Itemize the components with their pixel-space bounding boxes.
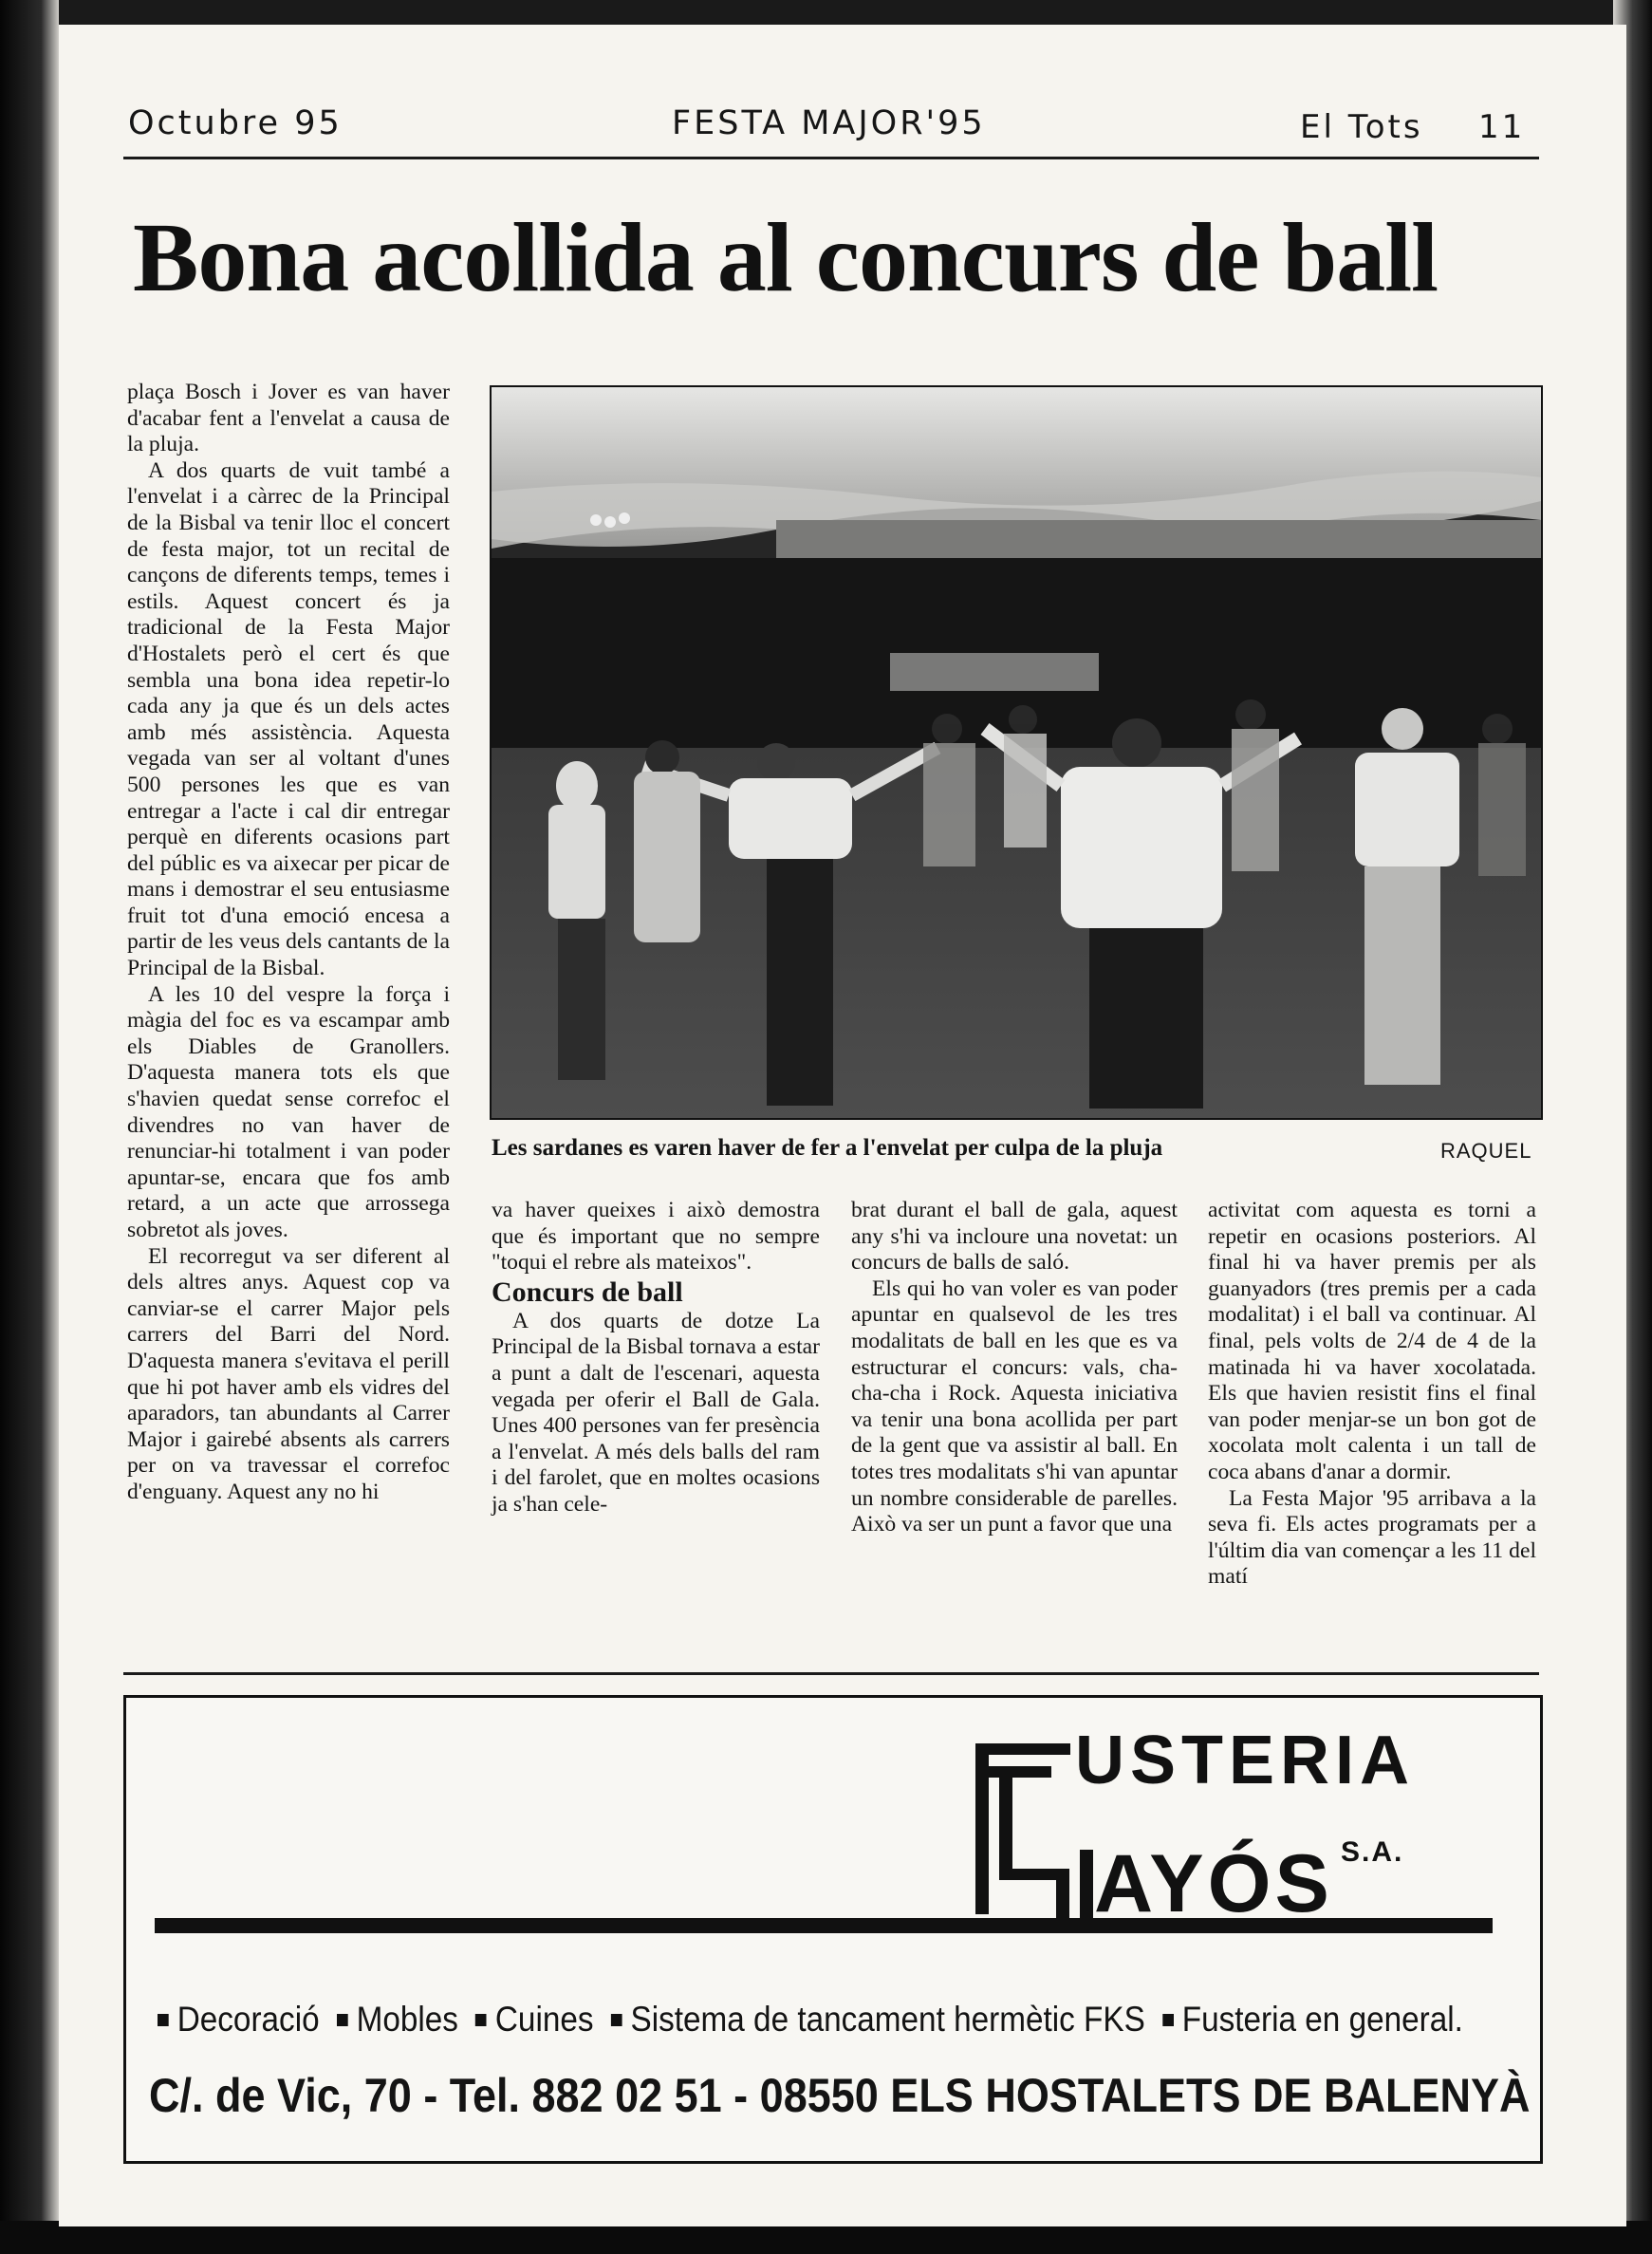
fusteria-sayos-logo — [126, 1698, 1540, 1983]
page-number: 11 — [1478, 108, 1526, 146]
logo-suffix: S.A. — [1341, 1836, 1404, 1868]
paragraph: El recorregut va ser diferent al dels altres anys. Aquest cop va canviar-se el carrer Major pels carrers del Barri del Nord. D'aquesta manera s'evitava el perill que hi pot haver amb els vidres del aparadors, tan abundants al Carrer Major i gairebé absents als carrers per on va travessar el correfoc d'enguany. Aquest any no hi — [127, 1243, 450, 1504]
photo-credit: RAQUEL — [1440, 1139, 1532, 1163]
bullet-icon — [1162, 2014, 1174, 2026]
bullet-icon — [158, 2014, 169, 2026]
article-column-1 — [127, 380, 450, 1506]
article-column-4 — [1208, 1198, 1536, 1591]
paragraph: A les 10 del vespre la força i màgia del foc es va escampar amb els Diables de Granollers. D'aquesta manera tots els que s'havien quedat sense correfoc el divendres no van haver de renunciar-hi totalment i van poder apuntar-se, encara que fos amb retard, a un acte que arrossega sobretot als joves. — [127, 981, 450, 1242]
paragraph: A dos quarts de vuit també a l'envelat i a càrrec de la Principal de la Bisbal va tenir lloc el concert de festa major, tot un recital de cançons de diferents temps, temes i estils. Aquest concert és ja tradicional de la Festa Major d'Hostalets però el cert és que sembla una bona idea repetir-lo cada any ja que és un dels actes amb més assistència. Aquesta vegada van ser al voltant d'unes 500 persones les que es van entregar a l'acte i cal dir entregar perquè en diferents ocasions part del públic es va aixecar per picar de mans i demostrar el seu entusiasme fruit tot d'una emoció encesa a partir de les veus dels cantants de la Principal de la Bisbal. — [127, 457, 450, 981]
paragraph: activitat com aquesta es torni a repetir en ocasions posteriors. Al final hi va haver premis per als guanyadors (tres premis per a cada modalitat) i el ball va continuar. Al final, pels volts de 2/4 de 4 de la matinada hi va haver xocolatada. Els que havien resistit fins el final van poder menjar-se un bon got de xocolata molt calenta i un tall de coca abans d'anar a dormir. — [1208, 1198, 1536, 1484]
paragraph: A dos quarts de dotze La Principal de la Bisbal tornava a estar a punt a dalt de l'escenari, aquesta vegada per oferir el Ball de Gala. Unes 400 persones van fer presència a l'envelat. A més dels balls del ram i del farolet, que en moltes ocasions ja s'han cele- — [492, 1308, 820, 1517]
paragraph: va haver queixes i això demostra que és important que no sempre "toqui el rebre als mateixos". — [492, 1198, 820, 1276]
service-item: Mobles — [356, 2000, 458, 2039]
paragraph: La Festa Major '95 arribava a la seva fi. Els actes programats per a l'últim dia van començar a les 11 del matí — [1208, 1485, 1536, 1590]
advertisement-rule — [123, 1672, 1539, 1675]
article-column-3 — [851, 1198, 1178, 1538]
bullet-icon — [337, 2014, 348, 2026]
subheading: Concurs de ball — [492, 1276, 683, 1308]
service-item: Decoració — [176, 2000, 320, 2039]
bullet-icon — [475, 2014, 487, 2026]
header-rule — [123, 157, 1539, 159]
photo-caption: Les sardanes es varen haver de fer a l'envelat per culpa de la pluja — [492, 1135, 1163, 1161]
header-section: FESTA MAJOR'95 — [672, 104, 986, 142]
dance-photo — [490, 385, 1543, 1120]
service-item: Cuines — [494, 2000, 594, 2039]
service-item: Fusteria en general. — [1181, 2000, 1463, 2039]
paragraph: Els qui ho van voler es van poder apuntar en qualsevol de les tres modalitats de ball en les que es va estructurar el concurs: vals, cha-cha-cha i Rock. Aquesta iniciativa va tenir una bona acollida per part de la gent que va assistir al ball. En totes tres modalitats s'hi van apuntar un nombre considerable de parelles. Això va ser un punt a favor que una — [851, 1276, 1178, 1537]
paragraph: plaça Bosch i Jover es van haver d'acabar fent a l'envelat a causa de la pluja. — [127, 380, 450, 457]
business-address: C/. de Vic, 70 - Tel. 882 02 51 - 08550 ELS HOSTALETS DE BALENYÀ — [149, 2069, 1531, 2122]
header-date: Octubre 95 — [128, 104, 343, 142]
paragraph: brat durant el ball de gala, aquest any s'hi va incloure una novetat: un concurs de balls de saló. — [851, 1198, 1178, 1276]
fusteria-advertisement — [123, 1695, 1543, 2164]
services-list — [149, 2000, 1463, 2040]
bullet-icon — [611, 2014, 622, 2026]
sardana-dancers-image — [492, 387, 1541, 1118]
binding-edge — [0, 0, 59, 2254]
article-column-2 — [492, 1198, 820, 1518]
headline: Bona acollida al concurs de ball — [133, 203, 1439, 312]
logo-word-usteria: USTERIA — [1075, 1723, 1416, 1798]
service-item: Sistema de tancament hermètic FKS — [630, 2000, 1145, 2039]
header-publication: El Tots — [1300, 108, 1423, 146]
logo-word-ayos: AYÓS — [1094, 1838, 1333, 1929]
